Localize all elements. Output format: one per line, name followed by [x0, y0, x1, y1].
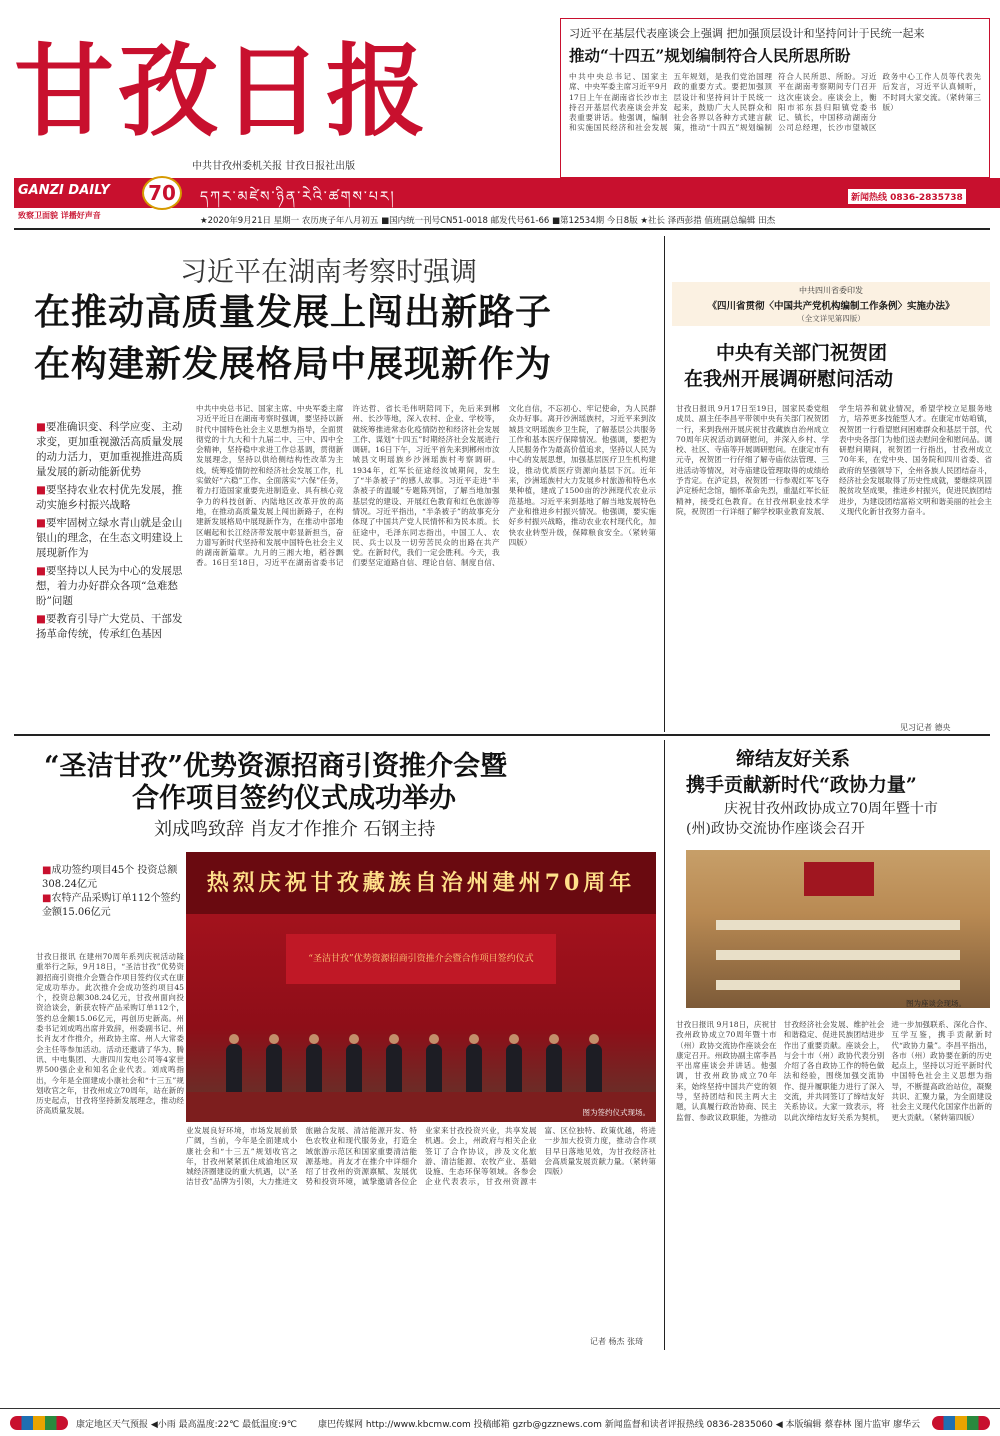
bullet-item: ■要准确识变、科学应变、主动求变，更加重视激活高质量发展的动力活力，更加重视推进高质量发展的新动能新优势 [36, 421, 183, 478]
investment-byline: 记者 杨杰 张琦 [590, 1337, 644, 1346]
cppcc-photo-caption: 图为座谈会现场。 [906, 999, 966, 1008]
footer-contact: 康巴传媒网 http://www.kbcmw.com 投稿邮箱 gzrb@gzznews.com 新闻监督和读者评报热线 0836-2835060 ◀ 本版编辑 蔡春林 图片监审 廖华云 [318, 1420, 921, 1430]
delegation-byline: 见习记者 德央 [900, 723, 951, 732]
rule-vertical-1 [664, 236, 665, 732]
top-right-headline: 推动“十四五”规划编制符合人民所思所盼 [569, 46, 851, 65]
bullet-square-icon: ■ [42, 893, 52, 904]
cppcc-body: 甘孜日报讯 9月18日，庆祝甘孜州政协成立70周年暨十市（州）政协交流协作座谈会在康定召开。州政协副主席李昌平出席座谈会并讲话。他强调，甘孜州政协成立70年来，始终坚持中国共产党的领导，坚持团结和民主两大主题，认真履行政治协商、民主监督、参政议政职能，为推动甘孜经济社会发展、维护社会和谐稳定、促进民族团结进步作出了重要贡献。座谈会上，与会十市（州）政协代表分别介绍了各自政协工作的特色做法和经验，围绕加强交流协作、提升履职能力进行了深入交流，并共同签订了缔结友好关系协议。大家一致表示，将以此次缔结友好关系为契机，进一步加强联系、深化合作、互学互鉴，携手贡献新时代“政协力量”。李昌平指出，各市（州）政协要在新的历史起点上，坚持以习近平新时代中国特色社会主义思想为指导，不断提高政治站位，凝聚共识、汇聚力量，为全面建设社会主义现代化国家作出新的更大贡献。（紧转第四版） [676, 1020, 992, 1122]
bullet-square-icon: ■ [36, 484, 46, 496]
regulation-title: 《四川省贯彻〈中国共产党机构编制工作条例〉实施办法》 [707, 301, 955, 312]
regulation-note: （全文详见第四版） [797, 314, 865, 323]
photo-table [716, 980, 960, 990]
footer-logo-icon [10, 1416, 68, 1430]
cppcc-headline-2: 携手贡献新时代“政协力量” [686, 774, 917, 796]
photo-banner: 热烈庆祝甘孜藏族自治州建州70周年 [186, 852, 656, 914]
lead-kicker: 习近平在湖南考察时强调 [180, 257, 477, 288]
top-right-body: 中共中央总书记、国家主席、中央军委主席习近平9月17日上午在湖南省长沙市主持召开基层代表座谈会并发表重要讲话。他强调，编制和实施国民经济和社会发展五年规划，是我们党治国理政的重要方式。要把加强顶层设计和坚持问计于民统一起来，鼓励广大人民群众和社会各界以各种方式建言献策，推动“十四五”规划编制符合人民所思、所盼。习近平在湖南考察期间专门召开这次座谈会。座谈会上，衡阳市祁东县归阳镇党委书记、镇长，中国移动湖南分公司总经理，长沙市望城区政务中心工作人员等代表先后发言，习近平认真倾听，不时同大家交流。（紧转第三版） [569, 72, 981, 133]
photo-screen: “圣洁甘孜”优势资源招商引资推介会暨合作项目签约仪式 [286, 934, 556, 984]
rule-vertical-2 [664, 740, 665, 1350]
weather-forecast: 康定地区天气预报 ◀小雨 最高温度:22℃ 最低温度:9℃ [76, 1420, 297, 1430]
issue-info: ★2020年9月21日 星期一 农历庚子年八月初五 ■国内统一刊号CN51-0018 邮发代号61-66 ■第12534期 今日8版 ★社长 泽西彭措 值班副总编辑 田杰 [200, 216, 776, 226]
bullet-square-icon: ■ [36, 421, 46, 433]
bullet-square-icon: ■ [42, 865, 52, 876]
stat-item: ■成功签约项目45个 投资总额308.24亿元 [42, 865, 178, 890]
photo-person [306, 1044, 322, 1094]
lead-bullets [36, 420, 186, 645]
photo-caption: 图为签约仪式现场。 [582, 1108, 650, 1117]
masthead-sponsor: 中共甘孜州委机关报 甘孜日报社出版 [192, 161, 356, 172]
news-hotline: 新闻热线 0836-2835738 [848, 189, 966, 204]
cppcc-headline-1: 缔结友好关系 [736, 748, 851, 770]
investment-headline-1: “圣洁甘孜”优势资源招商引资推介会暨 [44, 751, 508, 782]
masthead-title: 甘孜日报 [14, 32, 430, 150]
footer-logo-icon [932, 1416, 990, 1430]
bullet-item: ■要坚持以人民为中心的发展思想，着力办好群众各项“急难愁盼”问题 [36, 565, 183, 607]
photo-person [586, 1044, 602, 1094]
photo-table [716, 920, 960, 930]
bullet-square-icon: ■ [36, 565, 46, 577]
lead-body: 中共中央总书记、国家主席、中央军委主席习近平近日在湖南考察时强调，要坚持以新时代中国特色社会主义思想为指导，全面贯彻党的十九大和十九届二中、三中、四中全会精神，坚持稳中求进工作总基调，贯彻新发展理念，坚持以供给侧结构性改革为主线，统筹疫情防控和经济社会发展工作，扎实做好“六稳”工作、全面落实“六保”任务，着力打造国家重要先进制造业、具有核心竞争力的科技创新、内陆地区改革开放的高地，在推动高质量发展上闯出新路子，在构建新发展格局中展现新作为，在推动中部地区崛起和长江经济带发展中彰显新担当，奋力谱写新时代坚持和发展中国特色社会主义的湖南新篇章。九月的三湘大地，稻谷飘香。16日至18日，习近平在湖南省委书记许达哲、省长毛伟明陪同下，先后来到郴州、长沙等地，深入农村、企业、学校等，就统筹推进常态化疫情防控和经济社会发展工作、谋划“十四五”时期经济社会发展进行调研。16日下午，习近平首先来到郴州市汝城县文明瑶族乡沙洲瑶族村考察调研。1934年，红军长征途经汝城期间，发生了“半条被子”的感人故事。习近平走进“半条被子的温暖”专题陈列馆，了解当地加强基层党的建设、开展红色教育和红色旅游等情况。习近平指出，“半条被子”的故事充分体现了中国共产党人民情怀和为民本质。长征途中，毛泽东同志指出，中国工人、农民、兵士以及一切劳苦民众的出路在共产党。在新时代，我们一定会胜利。今天，我们要坚定道路自信、理论自信、制度自信、文化自信，不忘初心、牢记使命，为人民群众办好事。离开沙洲瑶族村，习近平来到汝城县文明瑶族乡卫生院，了解基层公共服务工作和基本医疗保障情况。他强调，要把为人民服务作为最高价值追求，坚持以人民为中心的发展思想，加强基层医疗卫生机构建设，推动优质医疗资源向基层下沉。近年来，沙洲瑶族村大力发展乡村旅游和特色水果种植，建成了1500亩的沙洲现代农业示范基地。习近平来到基地了解当地发展特色产业和推进乡村振兴情况。他强调，要实施好乡村振兴战略，推动农业农村现代化，加快农业转型升级，保障粮食安全。（紧转第四版） [196, 404, 656, 568]
regulation-box [672, 282, 990, 326]
investment-stats [42, 864, 182, 920]
anniversary-logo-icon: 70 [142, 176, 182, 210]
masthead-tibetan: དཀར་མཛེས་ཉིན་རེའི་ཚགས་པར། [200, 189, 396, 205]
bullet-item: ■要坚持农业农村优先发展，推动实施乡村振兴战略 [36, 484, 183, 511]
signing-ceremony-photo [186, 852, 656, 1122]
photo-table [716, 950, 960, 960]
photo-person [466, 1044, 482, 1094]
photo-screen [804, 862, 874, 896]
lead-headline-1: 在推动高质量发展上闯出新路子 [34, 291, 553, 333]
footer [0, 1408, 1000, 1436]
investment-body: 业发展良好环境，市场发展前景广阔，当前，今年是全面建成小康社会和“十三五”规划收官之年，甘孜州紧紧抓住成渝地区双城经济圈建设的重大机遇，以“圣洁甘孜”品牌为引领，大力推进文旅融合发展、清洁能源开发、特色农牧业和现代服务业，打造全域旅游示范区和国家重要清洁能源基地。肖友才在推介中详细介绍了甘孜州的资源禀赋、发展优势和投资环境，诚挚邀请各位企业家来甘孜投资兴业，共享发展机遇。会上，州政府与相关企业签订了合作协议，涉及文化旅游、清洁能源、农牧产业、基础设施、生态环保等领域。各参会企业代表表示，甘孜州资源丰富、区位独特、政策优越，将进一步加大投资力度，推动合作项目早日落地见效，为甘孜经济社会高质量发展贡献力量。（紧转第四版） [186, 1126, 656, 1187]
cppcc-subtitle-2: (州)政协交流协作座谈会召开 [686, 821, 865, 837]
top-right-story [560, 18, 990, 178]
photo-person [346, 1044, 362, 1094]
rule-top [14, 228, 990, 230]
masthead-slogan: 致察卫面貌 详播好声音 [18, 211, 101, 220]
delegation-headline-1: 中央有关部门祝贺团 [716, 342, 888, 364]
photo-person [226, 1044, 242, 1094]
photo-person [546, 1044, 562, 1094]
investment-left-body: 甘孜日报讯 在建州70周年系列庆祝活动隆重举行之际，9月18日，“圣洁甘孜”优势资源招商引资推介会暨合作项目签约仪式在康定成功举办。此次推介会成功签约项目45个，投资总额308.24亿元，甘孜州面向投资洽谈会，新获农特产品采购订单112个，签约总金额15.06亿元，再创历史新高。州委书记刘成鸣出席并致辞，州委副书记、州长肖友才作推介，州政协主席、州人大常委会主任等参加活动。活动还邀请了华为、腾讯、中电集团、大唐四川发电公司等4家世界500强企业和知名企业代表。刘成鸣指出，今年是全面建成小康社会和“十三五”规划收官之年，甘孜州成立70周年，站在新的历史起点，甘孜将坚持新发展理念，推动经济高质量发展。 [36, 952, 184, 1116]
masthead-english: GANZI DAILY [18, 183, 110, 198]
bullet-square-icon: ■ [36, 517, 46, 529]
delegation-headline-2: 在我州开展调研慰问活动 [684, 368, 894, 390]
lead-headline-2: 在构建新发展格局中展现新作为 [34, 343, 553, 385]
bullet-item: ■要教育引导广大党员、干部发扬革命传统，传承红色基因 [36, 613, 183, 640]
stat-item: ■农特产品采购订单112个签约金额15.06亿元 [42, 893, 181, 918]
investment-headline-2: 合作项目签约仪式成功举办 [132, 783, 456, 814]
bullet-item: ■要牢固树立绿水青山就是金山银山的理念，在生态文明建设上展现新作为 [36, 517, 183, 559]
delegation-body: 甘孜日报讯 9月17日至19日，国家民委党组成员、副主任李昌平带领中央有关部门祝贺团一行，来到我州开展庆祝甘孜藏族自治州成立70周年庆祝活动调研慰问，并深入乡村、学校、社区、寺庙等开展调研慰问。在康定市有元寺，祝贺团一行仔细了解寺庙依法管理、三进活动等情况，对寺庙建设管理取得的成绩给予肯定。在泸定县，祝贺团一行参观红军飞夺泸定桥纪念馆，缅怀革命先烈，重温红军长征精神，接受红色教育。在甘孜州职业技术学院，祝贺团一行详细了解学校职业教育发展、学生培养和就业情况，希望学校立足服务地方，培养更多技能型人才。在康定市姑咱镇，祝贺团一行看望慰问困难群众和基层干部，代表中央各部门为他们送去慰问金和慰问品。调研慰问期间，祝贺团一行指出，甘孜州成立70年来，在党中央、国务院和四川省委、省政府的坚强领导下，全州各族人民团结奋斗，经济社会发展取得了历史性成就，要继续巩固脱贫攻坚成果，推进乡村振兴，促进民族团结进步，为建设团结富裕文明和谐美丽的社会主义现代化新甘孜努力奋斗。 [676, 404, 992, 516]
meeting-photo [686, 850, 990, 1008]
bullet-square-icon: ■ [36, 613, 46, 625]
photo-person [426, 1044, 442, 1094]
regulation-publisher: 中共四川省委印发 [799, 286, 863, 295]
photo-person [386, 1044, 402, 1094]
rule-middle [14, 734, 990, 736]
photo-person [266, 1044, 282, 1094]
investment-subtitle: 刘成鸣致辞 肖友才作推介 石钢主持 [154, 819, 436, 840]
top-right-kicker: 习近平在基层代表座谈会上强调 把加强顶层设计和坚持问计于民统一起来 [569, 27, 925, 40]
cppcc-subtitle-1: 庆祝甘孜州政协成立70周年暨十市 [724, 801, 938, 817]
photo-person [506, 1044, 522, 1094]
photo-stage [186, 914, 656, 1122]
